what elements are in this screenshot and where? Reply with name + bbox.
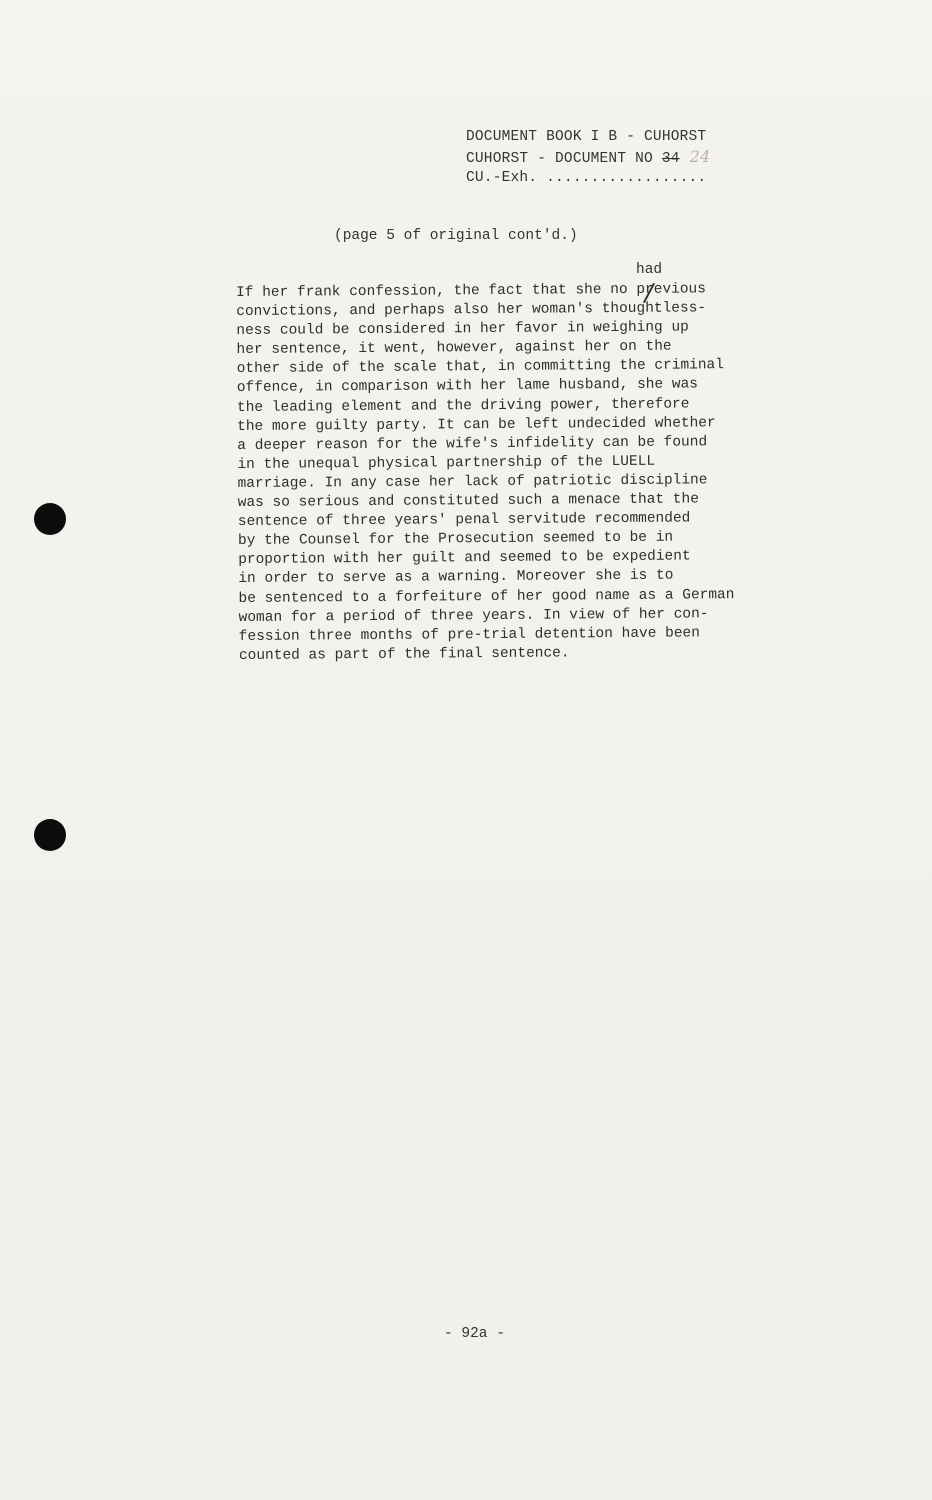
header-document-prefix: CUHORST - DOCUMENT NO	[466, 151, 662, 167]
body-line: other side of the scale that, in committing the criminal	[236, 357, 724, 378]
header-line-book: DOCUMENT BOOK I B - CUHORST	[466, 129, 707, 145]
punch-hole-upper	[34, 503, 66, 535]
body-line: convictions, and perhaps also her woman's thoughtless-	[236, 300, 707, 321]
body-line: was so serious and constituted such a menace that the	[237, 491, 699, 512]
body-line: in order to serve as a warning. Moreover she is to	[238, 567, 674, 588]
punch-hole-lower	[34, 819, 66, 851]
body-paragraph	[236, 280, 799, 666]
body-line: offence, in comparison with her lame husband, she was	[236, 376, 699, 397]
body-line: the more guilty party. It can be left undecided whether	[237, 414, 716, 435]
body-line: sentence of three years' penal servitude recommended	[237, 510, 691, 531]
page-number: - 92a -	[444, 1326, 505, 1342]
document-header	[466, 128, 710, 188]
body-line: her sentence, it went, however, against her on the	[236, 338, 672, 359]
inserted-word: had	[636, 262, 663, 278]
body-line: marriage. In any case her lack of patriotic discipline	[237, 472, 708, 492]
body-line: the leading element and the driving power, therefore	[236, 396, 690, 416]
body-line: by the Counsel for the Prosecution seemed to be in	[237, 529, 674, 550]
body-line: If her frank confession, the fact that she no previous	[236, 281, 707, 301]
header-line-exhibit: CU.-Exh. ..................	[466, 170, 707, 186]
handwritten-document-number: 24	[689, 147, 711, 166]
body-line: proportion with her guilt and seemed to be expedient	[238, 548, 691, 569]
body-line: fession three months of pre-trial detention have been	[238, 625, 701, 645]
header-line-document-number	[466, 147, 710, 169]
continuation-note: (page 5 of original cont'd.)	[334, 228, 578, 244]
struck-document-number: 34	[661, 151, 680, 167]
body-line: woman for a period of three years. In view of her con-	[238, 605, 709, 626]
body-line: counted as part of the final sentence.	[238, 645, 570, 664]
body-line: a deeper reason for the wife's infidelity can be found	[237, 434, 708, 454]
body-line: be sentenced to a forfeiture of her good name as a German	[238, 586, 735, 607]
body-line: in the unequal physical partnership of the LUELL	[237, 453, 656, 473]
body-line: ness could be considered in her favor in weighing up	[236, 319, 689, 340]
